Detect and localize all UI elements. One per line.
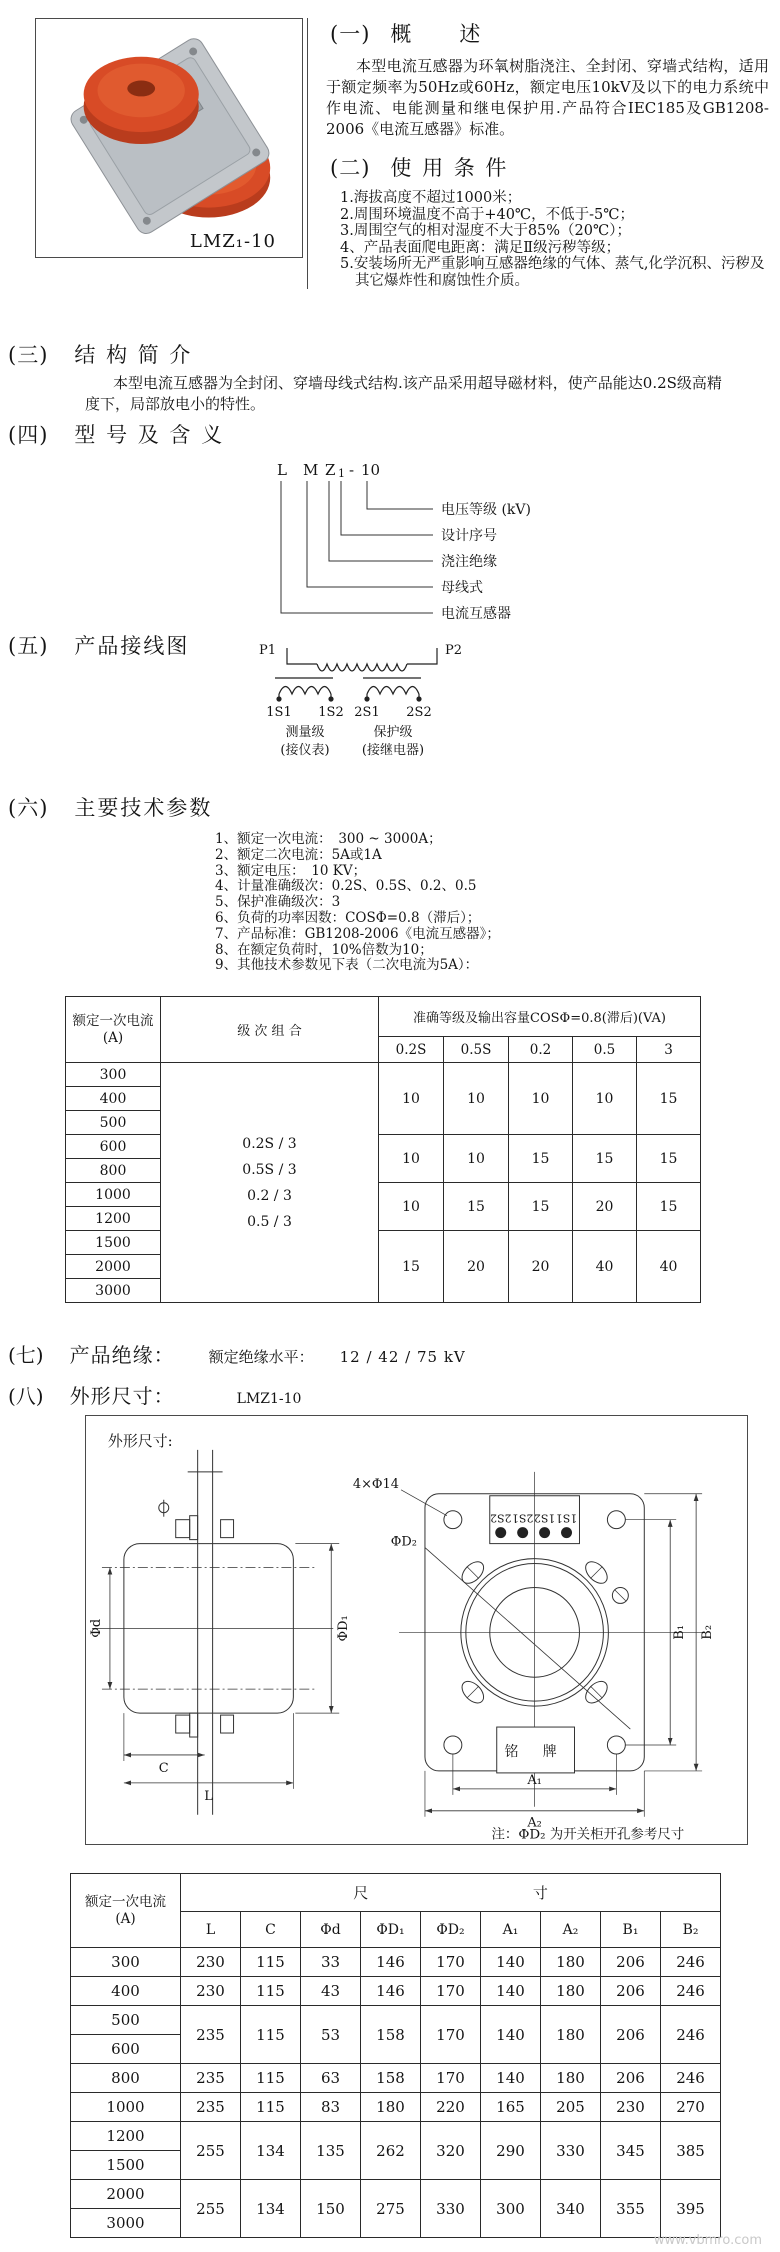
- table-row: [71, 1977, 721, 2006]
- winding-class-label: 保护级: [373, 725, 413, 740]
- current-cell: 1000: [71, 2093, 181, 2122]
- dim-column-header: L: [181, 1912, 241, 1948]
- current-cell: 400: [71, 1977, 181, 2006]
- terminal-label: 1S2: [533, 1511, 556, 1525]
- dim-cell: 83: [301, 2093, 361, 2122]
- burden-cell: 15: [573, 1135, 637, 1183]
- model-code-meaning: 电流互感器: [441, 606, 511, 622]
- dim-cell: 115: [241, 2093, 301, 2122]
- burden-cell: 15: [637, 1063, 701, 1135]
- section-title: 外形尺寸：: [69, 1384, 175, 1409]
- intro-column: [307, 18, 777, 289]
- burden-cell: 15: [509, 1135, 573, 1183]
- winding-class-label: 测量级: [285, 725, 325, 740]
- section-number: (二): [330, 156, 371, 180]
- dim-cell: 300: [481, 2180, 541, 2238]
- dim-column-header: Φd: [301, 1912, 361, 1948]
- dim-cell: 170: [421, 1948, 481, 1977]
- current-cell: 1200: [66, 1207, 161, 1231]
- dim-label-phid2: ΦD₂: [390, 1534, 417, 1550]
- dim-cell: 330: [421, 2180, 481, 2238]
- dim-cell: 255: [181, 2122, 241, 2180]
- current-cell: 1000: [66, 1183, 161, 1207]
- section-model-heading: [0, 419, 780, 449]
- dim-cell: 262: [361, 2122, 421, 2180]
- dim-column-header: C: [241, 1912, 301, 1948]
- burden-cell: 10: [379, 1183, 444, 1231]
- current-cell: 800: [71, 2064, 181, 2093]
- model-code-letter: -: [349, 461, 355, 479]
- dim-cell: 158: [361, 2006, 421, 2064]
- winding-class-sublabel: (接仪表): [280, 743, 330, 758]
- dim-cell: 235: [181, 2064, 241, 2093]
- list-item: 1.海拔高度不超过1000米；: [340, 190, 522, 206]
- table-row: [71, 2093, 721, 2122]
- burden-cell: 15: [509, 1183, 573, 1231]
- current-cell: 600: [66, 1135, 161, 1159]
- list-item: 9、其他技术参数见下表（二次电流为5A）：: [215, 957, 479, 974]
- list-item: 1、额定一次电流： 300 ~ 3000A；: [215, 831, 442, 847]
- section-insulation: [0, 1339, 780, 1368]
- section-number: (八): [8, 1384, 44, 1409]
- burden-cell: 10: [573, 1063, 637, 1135]
- accuracy-class-header: 0.2: [509, 1037, 573, 1063]
- structure-paragraph: 本型电流互感器为全封闭、穿墙母线式结构.该产品采用超导磁材料，使产品能达0.2S级高精度下，局部放电小的特性。: [85, 374, 722, 413]
- terminal-label: 2S1: [354, 705, 380, 720]
- dim-label-a2: A₂: [527, 1815, 542, 1831]
- dim-column-header: B₂: [661, 1912, 721, 1948]
- dim-cell: 235: [181, 2093, 241, 2122]
- section-number: (五): [8, 634, 49, 658]
- table-row: [71, 2180, 721, 2209]
- dim-cell: 63: [301, 2064, 361, 2093]
- list-item: 6、负荷的功率因数：COSΦ=0.8（滞后）；: [215, 909, 481, 926]
- params-list: [215, 832, 780, 974]
- current-cell: 2000: [71, 2180, 181, 2209]
- class-combination-cell: [161, 1063, 379, 1303]
- dim-cell: 180: [541, 1948, 601, 1977]
- model-code-meaning: 母线式: [441, 580, 483, 596]
- section-conditions-heading: [326, 152, 769, 182]
- size-char: 寸: [532, 1884, 548, 1903]
- dim-cell: 33: [301, 1948, 361, 1977]
- dim-label-phid1: ΦD₁: [336, 1615, 352, 1642]
- dim-cell: 170: [421, 2006, 481, 2064]
- dim-cell: 205: [541, 2093, 601, 2122]
- dim-cell: 43: [301, 1977, 361, 2006]
- list-item: 8、在额定负荷时，10%倍数为10；: [215, 941, 433, 958]
- winding-class-sublabel: (接继电器): [361, 743, 425, 758]
- current-cell: 300: [66, 1063, 161, 1087]
- current-cell: 1200: [71, 2122, 181, 2151]
- terminal-label: 2S2: [489, 1511, 512, 1525]
- dim-cell: 345: [601, 2122, 661, 2180]
- current-cell: 500: [66, 1111, 161, 1135]
- dim-cell: 255: [181, 2180, 241, 2238]
- combo-line: 0.5S / 3: [242, 1161, 297, 1178]
- model-code-meaning: 浇注绝缘: [441, 554, 497, 570]
- dim-cell: 206: [601, 1948, 661, 1977]
- drawing-title: 外形尺寸:: [107, 1432, 173, 1451]
- model-code-letter: 10: [361, 461, 381, 479]
- column-header: 级 次 组 合: [161, 997, 379, 1063]
- current-cell: 300: [71, 1948, 181, 1977]
- section-number: (七): [8, 1343, 44, 1368]
- list-item: 7、产品标准：GB1208-2006《电流互感器》；: [215, 925, 500, 942]
- section-number: (一): [330, 22, 371, 46]
- dim-cell: 134: [241, 2122, 301, 2180]
- dim-label-b2: B₂: [700, 1625, 716, 1640]
- terminal-label: 1S1: [266, 705, 292, 720]
- outline-drawing: [86, 1416, 747, 1845]
- burden-cell: 10: [379, 1063, 444, 1135]
- current-cell: 3000: [71, 2209, 181, 2238]
- dim-cell: 115: [241, 2064, 301, 2093]
- section-number: (四): [8, 423, 49, 447]
- accuracy-class-header: 0.5: [573, 1037, 637, 1063]
- dim-label-l: L: [204, 1788, 213, 1804]
- burden-cell: 40: [573, 1231, 637, 1303]
- dim-cell: 246: [661, 1948, 721, 1977]
- dim-cell: 115: [241, 2006, 301, 2064]
- burden-cell: 10: [444, 1063, 509, 1135]
- product-photo-illustration: [36, 19, 302, 257]
- section-title: 结 构 简 介: [74, 343, 193, 367]
- model-code-meaning: 设计序号: [441, 528, 497, 544]
- product-photo: [35, 18, 303, 258]
- accuracy-class-header: 0.2S: [379, 1037, 444, 1063]
- dim-column-header: ΦD₁: [361, 1912, 421, 1948]
- dim-cell: 140: [481, 2064, 541, 2093]
- column-header: 准确等级及输出容量COSΦ=0.8(滞后)(VA): [379, 997, 701, 1037]
- dim-label-4xphi14: 4×Φ14: [352, 1476, 400, 1492]
- table-row: [66, 1063, 701, 1087]
- column-header-size: [181, 1874, 721, 1912]
- watermark: www.vbmro.com: [653, 2233, 762, 2248]
- column-header-text: 额定一次电流: [72, 1012, 154, 1029]
- list-item: 3.周围空气的相对湿度不大于85%（20℃）；: [340, 223, 631, 239]
- burden-cell: 10: [379, 1135, 444, 1183]
- model-designation-diagram: [265, 457, 665, 622]
- column-header: [66, 997, 161, 1063]
- terminal-label: 1S1: [555, 1511, 578, 1525]
- dim-cell: 330: [541, 2122, 601, 2180]
- dim-column-header: A₂: [541, 1912, 601, 1948]
- model-code-letter: M: [303, 461, 319, 479]
- table-row: [71, 2122, 721, 2151]
- burden-cell: 20: [573, 1183, 637, 1231]
- overview-paragraph: 本型电流互感器为环氧树脂浇注、全封闭、穿墙式结构，适用于额定频率为50Hz或60Hz，额定电压10kV及以下的电力系统中作电流、电能测量和继电保护用.产品符合IEC185及GB1208-2006《电流互感器》标准。: [326, 57, 769, 138]
- dim-cell: 158: [361, 2064, 421, 2093]
- list-item: 4、计量准确级次：0.2S、0.5S、0.2、0.5: [215, 878, 477, 895]
- dim-cell: 230: [181, 1948, 241, 1977]
- dim-cell: 135: [301, 2122, 361, 2180]
- table-row: [71, 2006, 721, 2035]
- dim-cell: 230: [181, 1977, 241, 2006]
- column-header: [71, 1874, 181, 1948]
- dim-cell: 270: [661, 2093, 721, 2122]
- dim-cell: 170: [421, 1977, 481, 2006]
- accuracy-class-header: 0.5S: [444, 1037, 509, 1063]
- nameplate-label: 铭 牌: [504, 1744, 567, 1761]
- terminal-label: 1S2: [318, 705, 344, 720]
- section-title: 产品绝缘：: [69, 1343, 175, 1368]
- section-overview-heading: [326, 18, 769, 48]
- product-model-caption: LMZ₁-10: [189, 231, 276, 252]
- column-header-text: 额定一次电流: [85, 1893, 166, 1910]
- list-item: 2、额定二次电流：5A或1A: [215, 846, 382, 863]
- current-cell: 2000: [66, 1255, 161, 1279]
- section-structure-heading: [0, 339, 780, 369]
- dim-cell: 140: [481, 1948, 541, 1977]
- dim-cell: 246: [661, 1977, 721, 2006]
- section-outline: [0, 1380, 780, 1409]
- column-header-unit: (A): [102, 1029, 124, 1046]
- outline-drawing-box: [85, 1415, 748, 1845]
- dim-cell: 140: [481, 1977, 541, 2006]
- dim-cell: 246: [661, 2006, 721, 2064]
- dim-cell: 355: [601, 2180, 661, 2238]
- dim-cell: 246: [661, 2064, 721, 2093]
- model-code-letter: Z: [325, 461, 336, 479]
- section-title: 概 述: [390, 22, 483, 46]
- dim-label-c: C: [158, 1761, 169, 1777]
- section-title: 产品接线图: [74, 634, 190, 658]
- dim-cell: 146: [361, 1977, 421, 2006]
- dim-cell: 150: [301, 2180, 361, 2238]
- list-item: 3、额定电压： 10 KV；: [215, 862, 367, 879]
- accuracy-table: [65, 996, 701, 1303]
- dim-cell: 235: [181, 2006, 241, 2064]
- model-code-letter: L: [277, 461, 287, 479]
- terminal-label: 2S1: [511, 1511, 534, 1525]
- burden-cell: 15: [637, 1135, 701, 1183]
- dim-column-header: ΦD₂: [421, 1912, 481, 1948]
- dim-cell: 320: [421, 2122, 481, 2180]
- burden-cell: 15: [637, 1183, 701, 1231]
- dim-cell: 275: [361, 2180, 421, 2238]
- dim-cell: 180: [541, 2006, 601, 2064]
- drawing-note: 注：ΦD₂ 为开关柜开孔参考尺寸: [491, 1827, 685, 1843]
- terminal-label: P1: [259, 643, 277, 658]
- combo-line: 0.2S / 3: [242, 1135, 297, 1152]
- burden-cell: 15: [444, 1183, 509, 1231]
- section-params-heading: [0, 792, 780, 822]
- section-title: 型 号 及 含 义: [74, 423, 225, 447]
- dim-cell: 140: [481, 2006, 541, 2064]
- section-number: (六): [8, 796, 49, 820]
- dim-label-a1: A₁: [527, 1773, 542, 1789]
- terminal-label: P2: [445, 643, 463, 658]
- column-header-unit: (A): [115, 1910, 136, 1927]
- dim-cell: 146: [361, 1948, 421, 1977]
- burden-cell: 10: [509, 1063, 573, 1135]
- dim-cell: 115: [241, 1948, 301, 1977]
- section-title: 主要技术参数: [74, 796, 213, 820]
- dim-cell: 230: [601, 2093, 661, 2122]
- conditions-list: [340, 190, 769, 289]
- dim-cell: 180: [541, 2064, 601, 2093]
- dim-cell: 206: [601, 2006, 661, 2064]
- current-cell: 400: [66, 1087, 161, 1111]
- dim-cell: 220: [421, 2093, 481, 2122]
- dim-cell: 395: [661, 2180, 721, 2238]
- dim-cell: 170: [421, 2064, 481, 2093]
- list-item: 4、产品表面爬电距离：满足Ⅱ级污秽等级；: [340, 239, 621, 256]
- dimensions-table: [70, 1873, 721, 2238]
- dim-cell: 53: [301, 2006, 361, 2064]
- table-row: [71, 1948, 721, 1977]
- current-cell: 500: [71, 2006, 181, 2035]
- list-item: 5、保护准确级次：3: [215, 894, 341, 911]
- current-cell: 800: [66, 1159, 161, 1183]
- dim-cell: 165: [481, 2093, 541, 2122]
- model-code-meaning: 电压等级 (kV): [441, 502, 531, 518]
- terminal-label: 2S2: [406, 705, 432, 720]
- insulation-level-label: 额定绝缘水平：: [208, 1348, 314, 1367]
- dim-label-phid: Φd: [88, 1619, 104, 1638]
- burden-cell: 20: [444, 1231, 509, 1303]
- dim-cell: 180: [541, 1977, 601, 2006]
- burden-cell: 10: [444, 1135, 509, 1183]
- dim-cell: 385: [661, 2122, 721, 2180]
- dim-column-header: A₁: [481, 1912, 541, 1948]
- model-code-letter: 1: [338, 467, 345, 480]
- size-char: 尺: [353, 1884, 369, 1903]
- dim-cell: 115: [241, 1977, 301, 2006]
- dim-label-b1: B₁: [672, 1625, 688, 1640]
- burden-cell: 15: [379, 1231, 444, 1303]
- combo-line: 0.2 / 3: [247, 1187, 292, 1204]
- dim-cell: 206: [601, 1977, 661, 2006]
- burden-cell: 20: [509, 1231, 573, 1303]
- list-item: 2.周围环境温度不高于+40℃，不低于-5℃；: [340, 206, 634, 223]
- table-row: [71, 2064, 721, 2093]
- outline-model-label: LMZ1-10: [236, 1391, 302, 1408]
- current-cell: 3000: [66, 1279, 161, 1303]
- top-row: [0, 0, 780, 289]
- list-item: 5.安装场所无严重影响互感器绝缘的气体、蒸气,化学沉积、污秽及其它爆炸性和腐蚀性介质。: [340, 256, 765, 289]
- section-number: (三): [8, 343, 49, 367]
- wiring-diagram: [255, 636, 465, 776]
- current-cell: 1500: [66, 1231, 161, 1255]
- dim-cell: 290: [481, 2122, 541, 2180]
- insulation-level-value: 12 / 42 / 75 kV: [339, 1348, 466, 1367]
- burden-cell: 40: [637, 1231, 701, 1303]
- dim-cell: 206: [601, 2064, 661, 2093]
- accuracy-class-header: 3: [637, 1037, 701, 1063]
- section-title: 使 用 条 件: [390, 156, 509, 180]
- dim-cell: 180: [361, 2093, 421, 2122]
- dim-cell: 134: [241, 2180, 301, 2238]
- current-cell: 1500: [71, 2151, 181, 2180]
- dim-cell: 340: [541, 2180, 601, 2238]
- dim-column-header: B₁: [601, 1912, 661, 1948]
- current-cell: 600: [71, 2035, 181, 2064]
- combo-line: 0.5 / 3: [247, 1213, 292, 1230]
